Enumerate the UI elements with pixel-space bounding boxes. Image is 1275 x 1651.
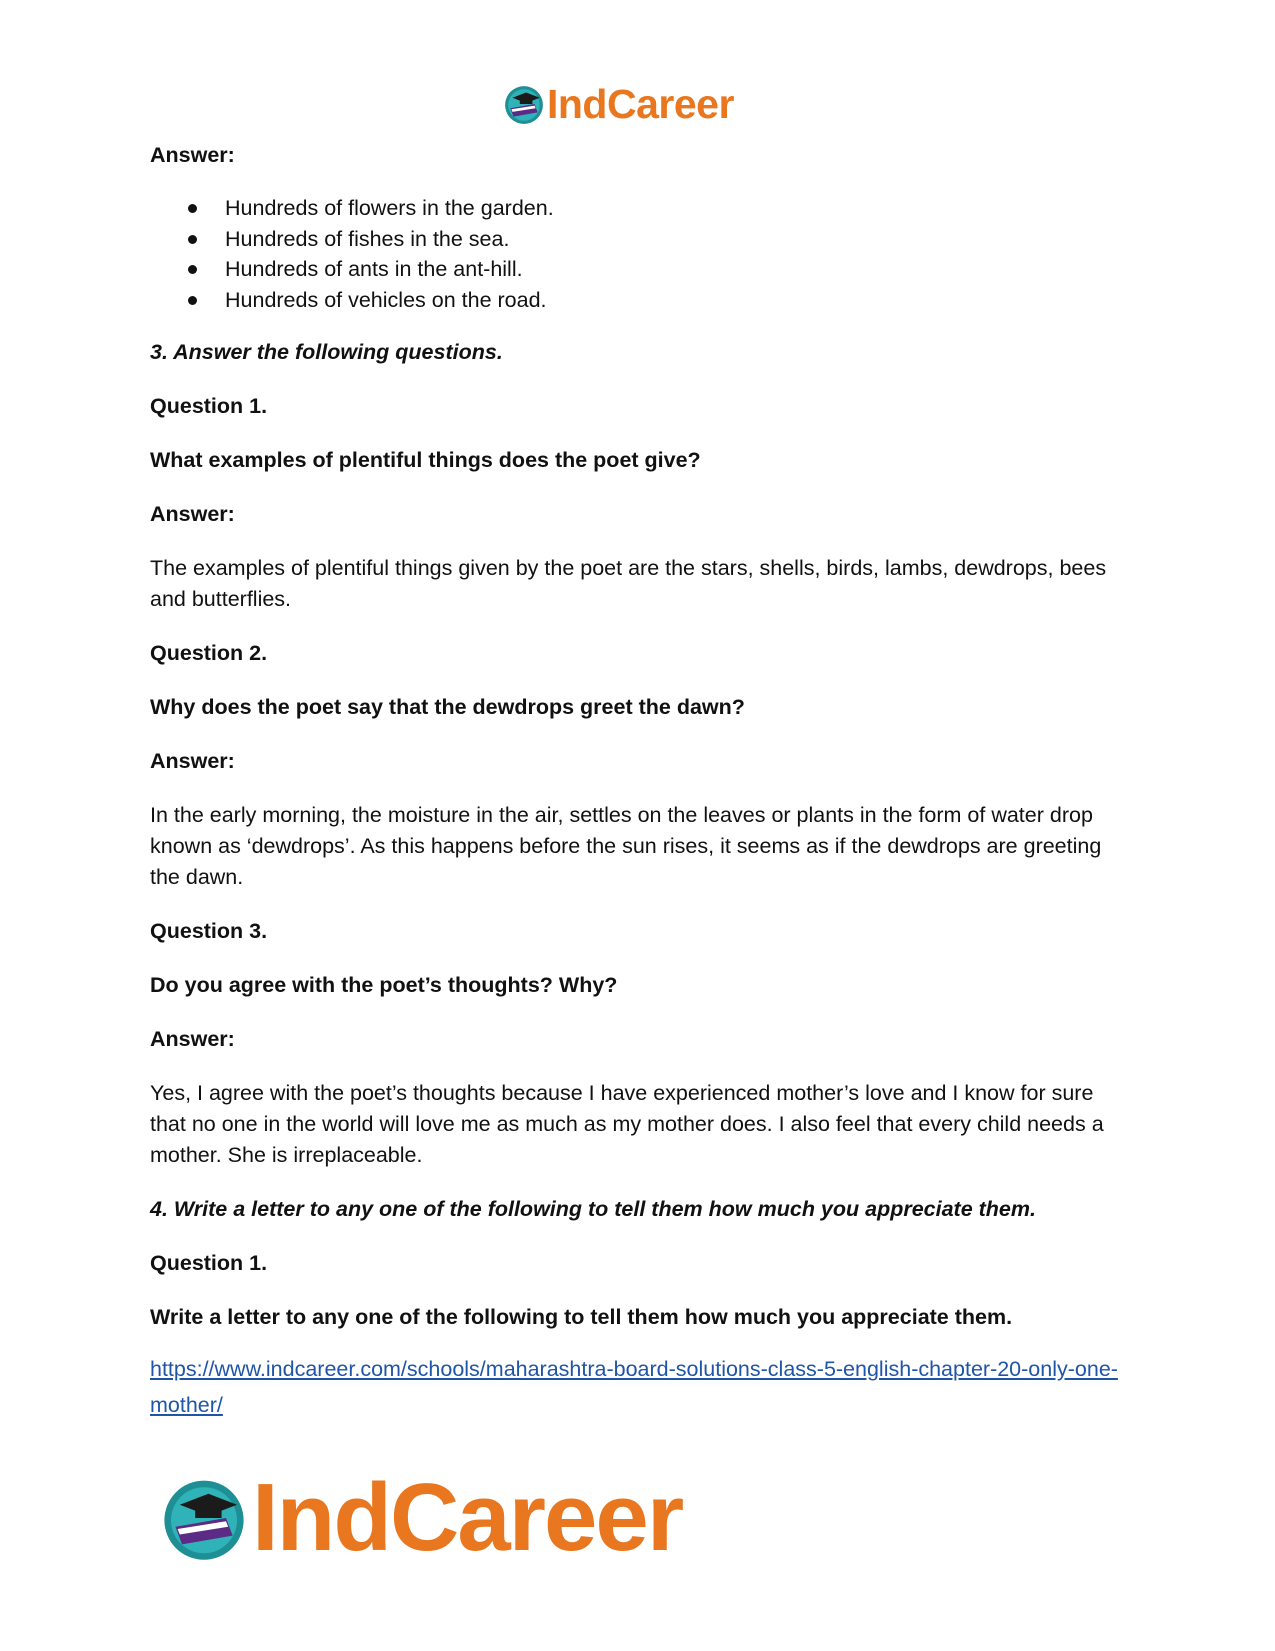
question-label: Question 2. [150,641,268,665]
header-logo [503,82,734,126]
bullet-icon [188,204,197,213]
answer-text: In the early morning, the moisture in the air, settles on the leaves or plants in the form of water drop known as ‘dewdrops’. As this happens before the sun rises, it seems as if the dewdrops are greeting the dawn. [150,803,1102,889]
answer-label: Answer: [150,502,235,526]
graduation-book-icon [160,1474,248,1562]
list-item-text: Hundreds of vehicles on the road. [225,287,547,312]
answer-bullet-list [150,193,1135,315]
list-item-text: Hundreds of ants in the ant-hill. [225,257,523,281]
section-heading: 4. Write a letter to any one of the following to tell them how much you appreciate them. [150,1197,1036,1221]
bullet-icon [188,235,197,244]
bullet-icon [188,265,197,274]
question-label: Question 1. [150,394,268,418]
list-item-text: Hundreds of flowers in the garden. [225,196,554,220]
graduation-book-icon [503,83,545,125]
answer-text: Yes, I agree with the poet’s thoughts because I have experienced mother’s love and I know for sure that no one in the world will love me as much as my mother does. I also feel that every child needs a mother. She is irreplaceable. [150,1081,1104,1167]
section-heading: 3. Answer the following questions. [150,340,503,364]
header-logo-text: IndCareer [547,80,734,127]
answer-label: Answer: [150,143,235,167]
question-text: Do you agree with the poet’s thoughts? Why? [150,973,618,997]
list-item [150,224,1135,255]
list-item-text: Hundreds of fishes in the sea. [225,226,510,251]
list-item [150,285,1135,316]
bullet-icon [188,296,197,305]
source-link[interactable]: https://www.indcareer.com/schools/maharashtra-board-solutions-class-5-english-chapter-20-only-one-mother/ [150,1357,1118,1417]
question-text: Write a letter to any one of the following to tell them how much you appreciate them. [150,1305,1013,1329]
answer-label: Answer: [150,749,235,773]
list-item [150,193,1135,224]
question-label: Question 3. [150,919,268,943]
answer-label: Answer: [150,1027,235,1051]
footer-logo [160,1464,683,1571]
question-label: Question 1. [150,1251,268,1275]
answer-text: The examples of plentiful things given by the poet are the stars, shells, birds, lambs, dewdrops, bees and butterflies. [150,556,1107,611]
list-item [150,254,1135,285]
footer-logo-text: IndCareer [252,1464,683,1571]
document-content [150,140,1135,1423]
question-text: Why does the poet say that the dewdrops greet the dawn? [150,695,745,719]
question-text: What examples of plentiful things does the poet give? [150,448,701,472]
